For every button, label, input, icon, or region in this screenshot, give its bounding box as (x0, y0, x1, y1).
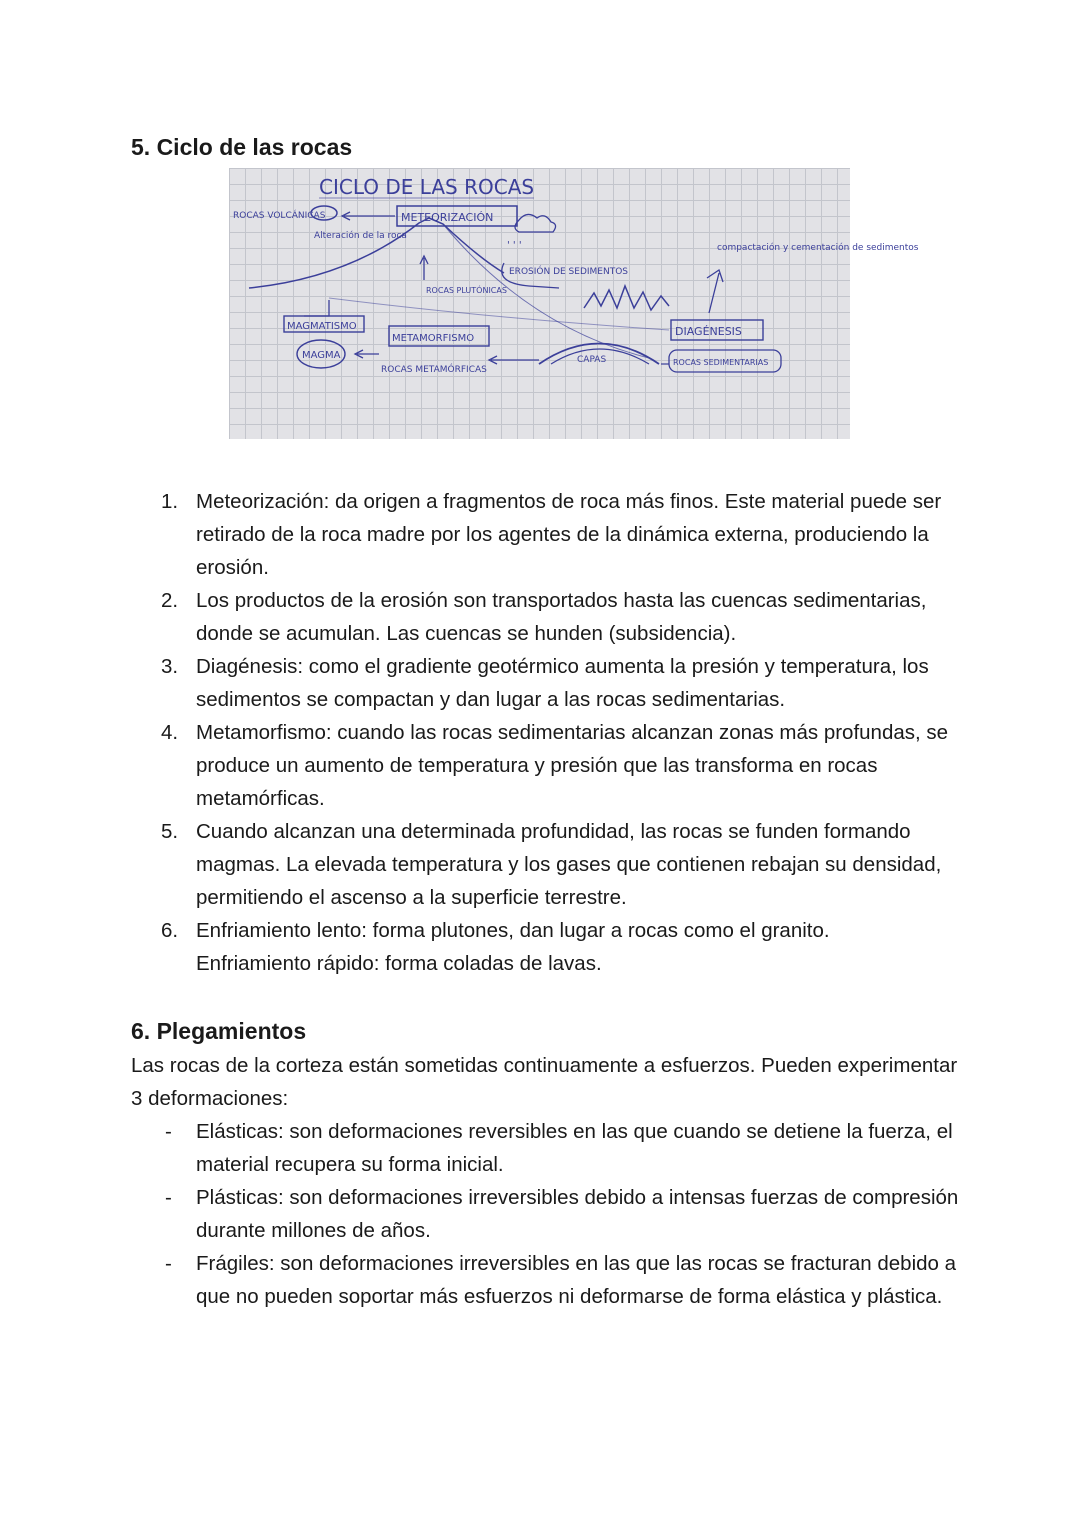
label-meteorizacion: METEORIZACIÓN (401, 211, 494, 224)
label-erosion: EROSIÓN DE SEDIMENTOS (509, 267, 629, 277)
diagram-title: CICLO DE LAS ROCAS (319, 175, 535, 199)
label-compactacion: compactación y cementación de sedimentos (717, 243, 919, 253)
list-item: - Elásticas: son deformaciones reversibles en las que cuando se detiene la fuerza, el material recupera su forma inicial. (165, 1120, 953, 1176)
list-item: - Frágiles: son deformaciones irreversibles en las que las rocas se fracturan debido a que no pueden soportar más esfuerzos ni deformarse de forma elástica y plástica. (165, 1252, 957, 1308)
svg-text:' ' ': ' ' ' (507, 240, 522, 251)
rock-cycle-diagram (229, 168, 919, 439)
label-rocas-volcanicas: ROCAS VOLCÁNICAS (233, 211, 326, 221)
rock-cycle-sketch-photo (229, 168, 919, 439)
section-title-plegamientos: 6. Plegamientos (131, 1018, 307, 1044)
rock-cycle-steps-list (131, 485, 961, 980)
label-magma: MAGMA (302, 350, 341, 361)
label-capas: CAPAS (577, 355, 607, 365)
label-metamorfismo: METAMORFISMO (392, 333, 475, 344)
label-alteracion: Alteración de la roca (314, 231, 407, 241)
label-magmatismo: MAGMATISMO (287, 321, 357, 332)
section-title-ciclo-rocas: 5. Ciclo de las rocas (131, 134, 353, 160)
plegamientos-intro: Las rocas de la corteza están sometidas continuamente a esfuerzos. Pueden experimentar 3 deformaciones: (131, 1054, 958, 1110)
volcano-outline (249, 218, 504, 288)
label-rocas-metamorficas: ROCAS METAMÓRFICAS (381, 365, 487, 375)
list-item: 3. Diagénesis: como el gradiente geotérmico aumenta la presión y temperatura, los sedimentos se compactan y dan lugar a las rocas sedimentarias. (161, 655, 929, 711)
list-item: 4. Metamorfismo: cuando las rocas sedimentarias alcanzan zonas más profundas, se produce un aumento de temperatura y presión que las transforma en rocas metamórficas. (161, 721, 949, 810)
label-rocas-plutonicas: ROCAS PLUTÓNICAS (426, 286, 507, 295)
deformations-list (131, 1115, 961, 1313)
label-rocas-sedimentarias: ROCAS SEDIMENTARIAS (673, 358, 769, 367)
mountains-sketch (584, 286, 669, 310)
rain-cloud-icon (515, 214, 556, 232)
list-item: 6. Enfriamiento lento: forma plutones, dan lugar a rocas como el granito. Enfriamiento rápido: forma coladas de lavas. (161, 919, 830, 975)
list-item: 5. Cuando alcanzan una determinada profundidad, las rocas se funden formando magmas. La elevada temperatura y los gases que contienen rebajan su densidad, permitiendo el ascenso a la superficie terrestre. (161, 820, 942, 909)
label-diagenesis: DIAGÉNESIS (675, 325, 742, 338)
list-item: 2. Los productos de la erosión son transportados hasta las cuencas sedimentarias, donde se acumulan. Las cuencas se hunden (subsidencia). (161, 589, 927, 645)
list-item: 1. Meteorización: da origen a fragmentos de roca más finos. Este material puede ser retirado de la roca madre por los agentes de la dinámica externa, produciendo la erosión. (161, 490, 942, 579)
list-item: - Plásticas: son deformaciones irreversibles debido a intensas fuerzas de compresión durante millones de años. (165, 1186, 959, 1242)
